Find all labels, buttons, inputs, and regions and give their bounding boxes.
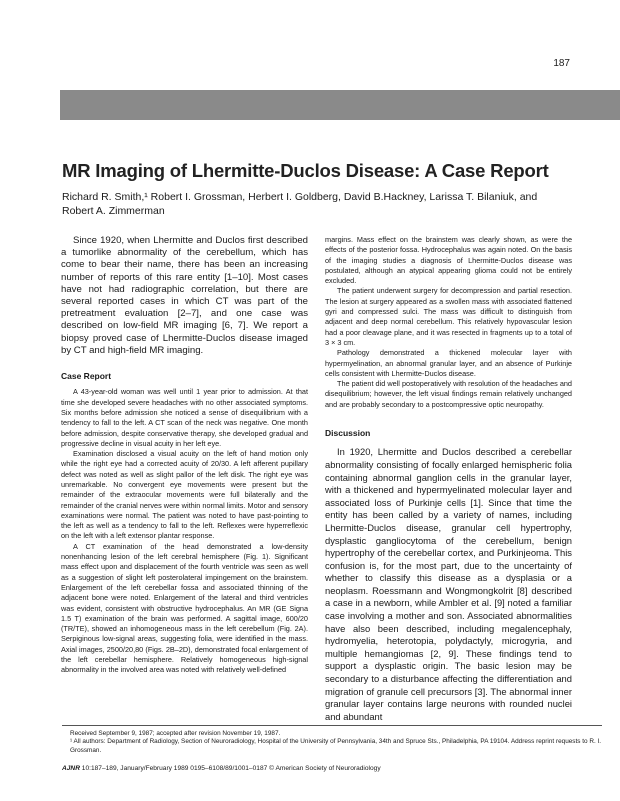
- right-column: [325, 235, 572, 723]
- body-paragraph: margins. Mass effect on the brainstem was clearly shown, as were the effects of the posterior fossa. Hydrocephalus was again noted. On the basis of the imaging studies a diagnosis of Lhermitte-Duclos disease was postulated, although an atypical appearing glioma could not be entirely excluded.: [325, 235, 572, 286]
- case-report-heading: Case Report: [61, 371, 112, 382]
- journal-citation: [62, 765, 602, 772]
- article-title: MR Imaging of Lhermitte-Duclos Disease: A Case Report: [62, 160, 549, 181]
- case-report-paragraph: A CT examination of the head demonstrated a low-density nonenhancing lesion of the left cerebral hemisphere (Fig. 1). Significant mass effect upon and displacement of the fourth ventricle was seen as well as a suggestion of slight left posterolateral impingement on the brainstem. Enlargement of the left cerebellar fossa and associated thinning of the adjacent bone were noted. Enlargement of the lateral and third ventricles was evident, consistent with obstructive hydrocephalus. An MR (GE Signa 1.5 T) examination of the brain was performed. A sagittal image, 600/20 (TR/TE), showed an inhomogeneous mass in the left cerebellum (Fig. 2A). Serpiginous low-signal areas, suggesting folia, were identified in the mass. Axial images, 2500/20,80 (Figs. 2B–2D), demonstrated focal enlargement of the left cerebellar hemisphere. Relatively homogeneous high-signal abnormality in the involved area was noted with relatively well-defined: [61, 541, 308, 675]
- case-report-paragraph: Examination disclosed a visual acuity on the left of hand motion only while the right eye had a corrected acuity of 20/30. A left afferent pupillary defect was noted as well as slight pallor of the left disk. The right eye was unremarkable. No convergent eye movements were present but the remainder of the extraocular movements were full bilaterally and the remainder of the cranial nerves were within normal limits. Motor and sensory examinations were normal. The patient was noted to have past-pointing to the left as well as a tendency to fall to the left. Reflexes were hyperreflexic on the left with a left extensor plantar response.: [61, 449, 308, 541]
- intro-paragraph: Since 1920, when Lhermitte and Duclos first described a tumorlike abnormality of the cerebellum, which has come to bear their name, there has been an increasing number of reports of this rare entity [1–10]. Most cases have not had radiographic correlation, but there are several reported cases in which CT was part of the pretreatment evaluation [2–7], and one case was described on low-field MR imaging [6, 7]. We report a biopsy proved case of Lhermitte-Duclos disease imaged by CT and high-field MR imaging.: [61, 235, 308, 356]
- affiliation-note: ¹ All authors: Department of Radiology, Section of Neuroradiology, Hospital of the University of Pennsylvania, 34th and Spruce Sts., Philadelphia, PA 19104. Address reprint requests to R. I. Grossman.: [70, 738, 602, 754]
- discussion-section: [325, 446, 572, 723]
- header-band: [60, 90, 620, 120]
- page-number: 187: [553, 58, 570, 69]
- footnotes: [62, 725, 602, 755]
- body-paragraph: The patient underwent surgery for decompression and partial resection. The lesion at surgery appeared as a swollen mass with associated flattened gyri and compressed sulci. The mass was difficult to distinguish from adjacent and deep normal cerebellum. This relatively hypovascular lesion had a poor cleavage plane, and it was resected in fragments up to a total of 3 × 3 cm.: [325, 286, 572, 347]
- journal-name: AJNR: [62, 765, 80, 772]
- received-note: Received September 9, 1987; accepted after revision November 19, 1987.: [70, 730, 281, 737]
- discussion-heading: Discussion: [325, 428, 371, 439]
- author-list: Richard R. Smith,¹ Robert I. Grossman, Herbert I. Goldberg, David B.Hackney, Larissa T. Bilaniuk, and Robert A. Zimmerman: [62, 191, 538, 217]
- left-column: [61, 235, 308, 676]
- case-report-paragraph: A 43-year-old woman was well until 1 year prior to admission. At that time she developed severe headaches with no other associated symptoms. Six months before admission she noticed a sense of disequilibrium with a tendency to fall to the left. A CT scan of the neck was negative. One month before admission, despite conservative therapy, she developed gradual and progressive decline in visual acuity in her left eye.: [61, 387, 308, 448]
- body-paragraph: The patient did well postoperatively with resolution of the headaches and disequilibrium; however, the left visual findings remain relatively unchanged and are probably secondary to a postcompressive optic neuropathy.: [325, 379, 572, 409]
- citation-details: 10:187–189, January/February 1989 0195–6108/89/1001–0187 © American Society of Neuroradiology: [79, 765, 381, 772]
- intro-section: [61, 235, 308, 357]
- body-paragraph: Pathology demonstrated a thickened molecular layer with hypermyelination, an abnormal granular layer, and an absence of Purkinje cells consistent with Lhermitte-Duclos disease.: [325, 348, 572, 378]
- discussion-paragraph: In 1920, Lhermitte and Duclos described a cerebellar abnormality consisting of focally enlarged hemispheric folia containing abnormal ganglion cells in the granular layer, with a thickened and hypermyelinated molecular layer and associated loss of Purkinje cells [1]. Since that time the entity has been called by a variety of names, including Lhermitte-Duclos disease, granular cell hypertrophy, dysplastic gangliocytoma of the cerebellum, benign hypertrophy of the cerebellar cortex, and Purkinjeoma. This confusion is, for the most part, due to the uncertainty of whether to classify this disease as a dysplasia or a neoplasm. Roessmann and Wongmongkolrit [8] described a case in a newborn, while Ambler et al. [9] noted a familiar case involving a mother and son. Associated abnormalities have also been described, including megalencephaly, hydromyelia, heterotopia, polydactyly, microgyria, and multiple hemangiomas [2, 9]. These findings tend to support a dysplastic origin. The basic lesion may be secondary to a disturbance affecting the differentiation and migration of granule cell precursors [3]. The abnormal inner granular layer contains large neurons with rounded nuclei and abundant: [325, 446, 572, 722]
